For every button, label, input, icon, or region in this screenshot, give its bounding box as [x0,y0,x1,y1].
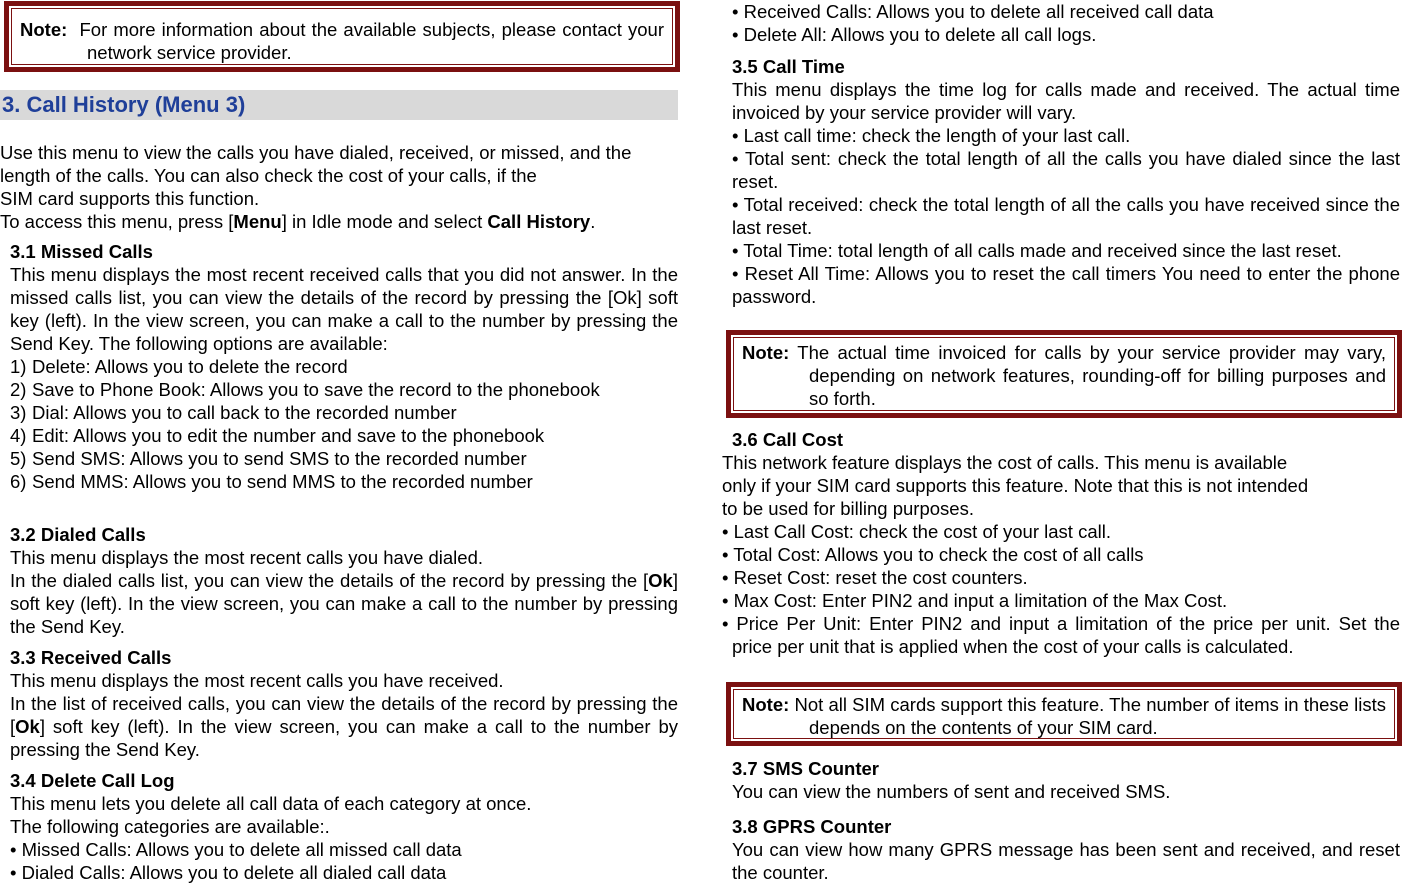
list-item: • Total received: check the total length of all the calls you have received since the last reset. [732,194,1400,238]
list-item: 1) Delete: Allows you to delete the record [10,356,348,377]
delete-log-line-2: The following categories are available:. [10,816,330,837]
note-text [742,341,1386,410]
heading-gprs-counter: 3.8 GPRS Counter [732,816,892,837]
note-text [20,18,664,64]
call-cost-line-2: only if your SIM card supports this feature. Note that this is not intended [722,475,1309,496]
received-calls-line-1: This menu displays the most recent calls you have received. [10,670,504,691]
call-time-body: This menu displays the time log for calls made and received. The actual time invoiced by your service provider will vary. [732,79,1400,123]
heading-dialed-calls: 3.2 Dialed Calls [10,524,146,545]
call-cost-line-1: This network feature displays the cost of calls. This menu is available [722,452,1288,473]
missed-calls-options [10,355,678,493]
intro-line-2: SIM card supports this function. [0,188,260,209]
list-item: 2) Save to Phone Book: Allows you to save the record to the phonebook [10,379,600,400]
dialed-calls-line-1: This menu displays the most recent calls you have dialed. [10,547,484,568]
heading-call-time: 3.5 Call Time [732,56,845,77]
list-item-price-per-unit: • Price Per Unit: Enter PIN2 and input a limitation of the price per unit. Set the price per unit that is applied when the cost of your calls is calculated. [722,613,1400,657]
dialed-calls-body: In the dialed calls list, you can view the details of the record by pressing the [Ok] soft key (left). In the view screen, you can make a call to the number by pressing the Send Key. [10,570,678,637]
gprs-counter-body: You can view how many GPRS message has been sent and received, and reset the counter. [732,839,1400,883]
heading-missed-calls: 3.1 Missed Calls [10,241,153,262]
list-item: • Last Call Cost: check the cost of your last call. [722,521,1111,542]
list-item: • Missed Calls: Allows you to delete all missed call data [10,839,462,860]
note-body: Not all SIM cards support this feature. The number of items in these lists depends on the contents of your SIM card. [794,694,1387,738]
intro-line-1: Use this menu to view the calls you have dialed, received, or missed, and the length of the calls. You can also check the cost of your calls, if the [0,142,632,186]
list-item: • Received Calls: Allows you to delete all received call data [732,1,1214,22]
note-label: Note: [742,694,790,715]
note-box-sim [726,682,1402,746]
call-cost-line-3: to be used for billing purposes. [722,498,974,519]
sms-counter-body: You can view the numbers of sent and received SMS. [732,781,1171,802]
list-item: 6) Send MMS: Allows you to send MMS to the recorded number [10,471,533,492]
received-calls-body: In the list of received calls, you can view the details of the record by pressing the [Ok] soft key (left). In the view screen, you can make a call to the number by pressing the Send Key. [10,693,678,760]
section-3-4-cont [732,0,1400,46]
note-label: Note: [742,342,790,363]
section-3-3 [10,646,678,761]
access-instructions: To access this menu, press [Menu] in Idle mode and select Call History. [0,211,596,232]
note-text [742,693,1386,739]
call-history-target: Call History [487,211,591,232]
heading-delete-call-log: 3.4 Delete Call Log [10,770,175,791]
section-3-6 [722,451,1400,658]
list-item: • Dialed Calls: Allows you to delete all dialed call data [10,862,447,883]
list-item: • Total sent: check the total length of all the calls you have dialed since the last reset. [732,148,1400,192]
section-3-6-heading [732,428,1400,451]
section-3-5 [732,55,1400,308]
missed-calls-body: This menu displays the most recent received calls that you did not answer. In the missed calls list, you can view the details of the record by pressing the [Ok] soft key (left). In the view screen, you can make a call to the number by pressing the Send Key. The following options are available: [10,264,678,354]
list-item: • Max Cost: Enter PIN2 and input a limitation of the Max Cost. [722,590,1228,611]
list-item: • Total Cost: Allows you to check the cost of all calls [722,544,1144,565]
section-3-1 [10,240,678,493]
heading-sms-counter: 3.7 SMS Counter [732,758,879,779]
heading-received-calls: 3.3 Received Calls [10,647,172,668]
list-item: 3) Dial: Allows you to call back to the recorded number [10,402,457,423]
section-3-2 [10,523,678,638]
note-box-call-time [726,330,1402,418]
list-item: 4) Edit: Allows you to edit the number and save to the phonebook [10,425,545,446]
note-label: Note: [20,19,68,40]
list-item: • Reset Cost: reset the cost counters. [722,567,1028,588]
menu-key: Menu [233,211,282,232]
section-3-8 [732,815,1400,884]
note-box-subjects [4,1,680,72]
list-item: • Reset All Time: Allows you to reset the call timers You need to enter the phone password. [732,263,1400,307]
section-3-7 [732,757,1400,803]
note-body: For more information about the available subjects, please contact your network service provider. [79,19,664,63]
heading-call-cost: 3.6 Call Cost [732,429,844,450]
note-body: The actual time invoiced for calls by your service provider may vary, depending on network features, rounding-off for billing purposes and so forth. [797,342,1386,409]
section-3-4 [10,769,678,884]
delete-log-line-1: This menu lets you delete all call data of each category at once. [10,793,532,814]
intro-block [0,141,678,233]
list-item: • Total Time: total length of all calls made and received since the last reset. [732,240,1342,261]
section-title: 3. Call History (Menu 3) [0,90,678,120]
list-item: 5) Send SMS: Allows you to send SMS to the recorded number [10,448,527,469]
list-item: • Delete All: Allows you to delete all call logs. [732,24,1097,45]
list-item: • Last call time: check the length of your last call. [732,125,1131,146]
